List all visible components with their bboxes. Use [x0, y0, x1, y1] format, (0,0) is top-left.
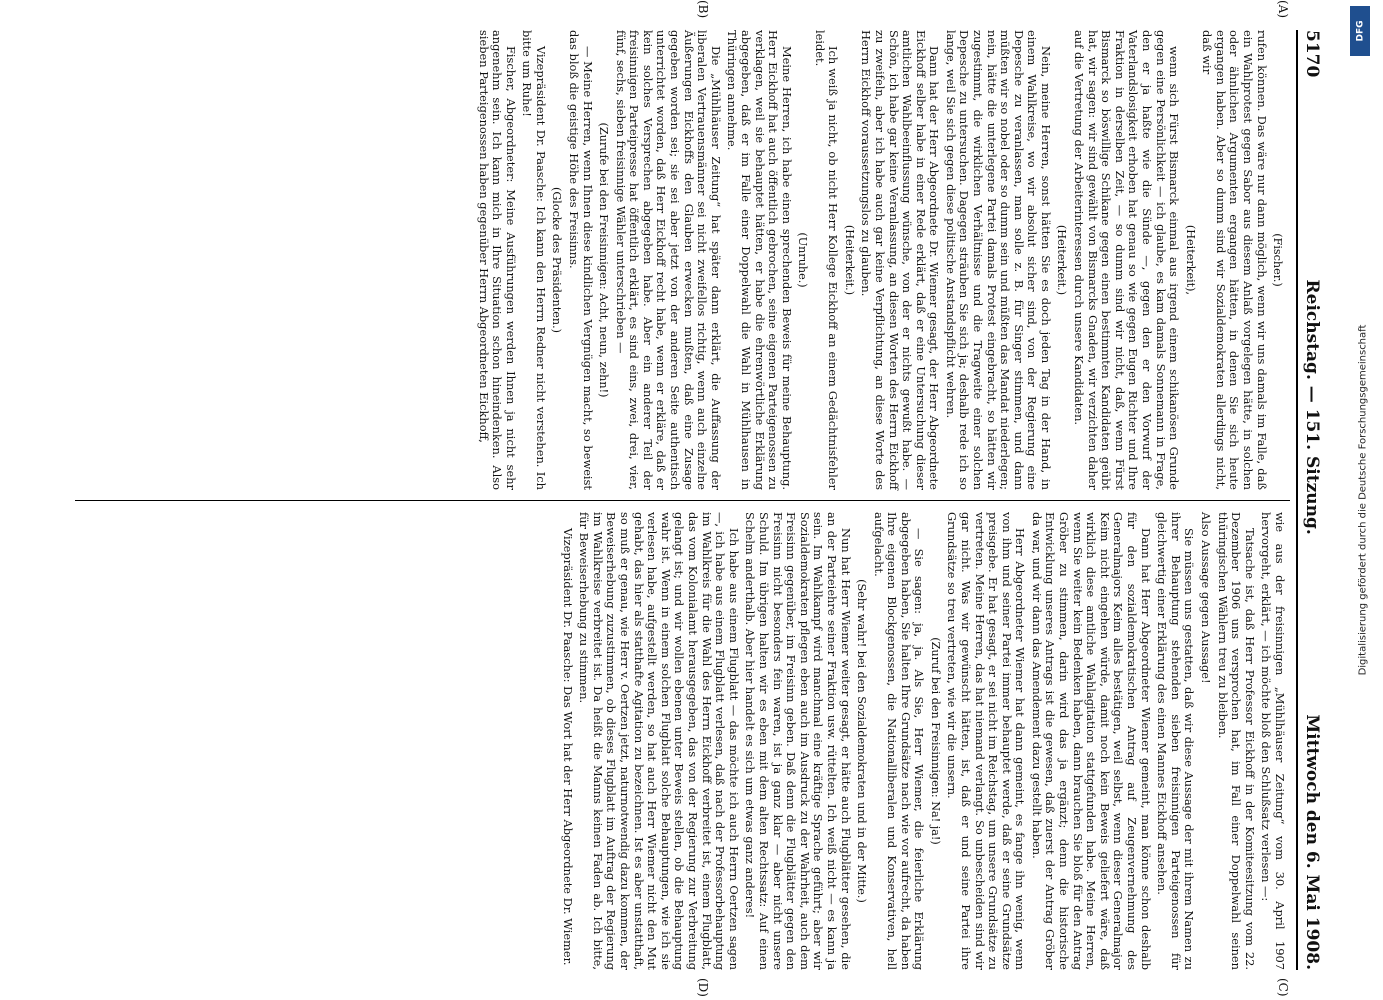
right-column-paragraph: (Sehr wahr! bei den Sozialdemokraten und in der Mitte.) [854, 579, 868, 903]
left-column-paragraph: Ich weiß ja nicht, ob nicht Herr Kollege Eickhoff an einem Gedächtnisfehler leidet. [812, 30, 841, 490]
right-column [76, 512, 1286, 970]
right-column-paragraph: Herr Abgeordneter Wiemer hat dann gemeint, es fange ihn wenig, wenn von ihm und seiner Partei immer behauptet werde, daß er seine Grundsätze preisgebe. Er hat gesagt, er sei nicht im Reichstag, um unsere Grundsätze zu vertreten. Meine Herren, das hat niemand verlangt. So unbescheiden sind wir gar nicht. Was wir gewünscht hätten, ist, daß er und seine Partei ihre Grundsätze so treu vertreten, wie wir die unsern. [945, 512, 1028, 970]
margin-marker-c: (C) [1276, 978, 1290, 997]
left-column-paragraph: rufen können. Das wäre nur dann möglich, wenn wir uns damals im Falle, daß ein Wahlprotest gegen Sabor aus diesem Anlaß vorgelegen hätte, in solchen oder ähnlichen Argumenten ergangen hätten, in denen Sie sich heute ergangen haben. Aber so dumm sind wir Sozialdemokraten allerdings nicht, daß wir [1200, 30, 1269, 490]
left-column-paragraph: Dann hat der Herr Abgeordnete Dr. Wiemer gesagt, der Herr Abgeordnete Eickhoff selber habe in einer Rede erklärt, daß er eine Untersuchung dieser amtlichen Wahlbeeinflussung wünsche, von der er nichts gewußt habe. — Schön, ich habe gar keine Veranlassung, an diesen Worten des Herrn Eickhoff zu zweifeln, aber ich habe auch gar keine Verpflichtung, an diese Worte des Herrn Eickhoff voraussetzungslos zu glauben. [859, 30, 942, 490]
margin-marker-b: (B) [696, 0, 710, 19]
page-number: 5170 [1302, 30, 1322, 78]
session-title: Reichstag. — 151. Sitzung. [1302, 279, 1322, 535]
left-column-paragraph: (Heiterkeit.) [1055, 224, 1069, 296]
column-divider [75, 500, 1290, 501]
right-column-paragraph: (Zuruf bei den Freisinnigen: Na! ja!) [928, 637, 942, 845]
left-column-paragraph: (Unruhe.) [796, 232, 810, 288]
left-column-paragraph: Nein, meine Herren, sonst hätten Sie es doch jeden Tag in der Hand, in einem Wahlkreise, wo wir absolut sicher sind, von der Regierung eine Depesche zu veranlassen, man solle z. B. für Singer stimmen, und dann müßten wir so nobel oder so dumm sein und müßten das Mandat niederlegen; nein, hätte die unterlegene Partei damals Protest eingebracht, so hätten wir zugestimmt, die wirklichen Verhältnisse und die Tragweite einer solchen Depesche zu untersuchen. Dagegen sträuben Sie sich ja; deshalb rede ich so lange, weil Sie sich gegen diese politische Anstandspflicht wehren. [943, 30, 1054, 490]
rotated-page [70, 0, 1330, 997]
right-column-paragraph: — Sie sagen: ja, ja. Als Sie, Herr Wiemer, die feierliche Erklärung abgegeben haben, Sie halten Ihre Grundsätze nach wie vor aufrecht, da haben Ihre eigenen Blockgenossen, die Nationalliberalen und Konservativen, hell aufgelacht. [871, 512, 927, 970]
left-column-paragraph: wenn sich Fürst Bismarck einmal aus irgend einem schikanösen Grunde gegen eine Persönlichkeit — ich glaube, es kam damals Sonnemann in Frage, den er ja haßte wie die Sünde —, gegen den er den Vorwurf der Vaterlandslosigkeit erhoben hat genau so wie gegen Eugen Richter und Ihre Fraktion in derselben Zeit, — so dumm sind wir nicht, daß, wenn Fürst Bismarck so böswillige Schikane gegen einen bestimmten Kandidaten geübt hat, wir sagen: wir sind gewählt von Bismarcks Gnaden, wir verzichten daher auf die Vertretung der Arbeiterinteressen durch unsere Kandidaten. [1072, 30, 1182, 490]
session-date: Mittwoch den 6. Mai 1908. [1302, 714, 1322, 970]
right-column-paragraph: Dann hat Herr Abgeordneter Wiemer gemeint, man könne schon deshalb für den sozialdemokratischen Antrag auf Zeugenvernehmung des Generalmajors Keim alles bestätigen, weil selbst, wenn dieser Generalmajor Keim nicht eingehen würde, damit noch kein Beweis geliefert wäre, daß wirklich diese amtliche Wahlagitation stattgefunden habe. Meine Herren, wenn Sie weiter kein Bedenken haben, dann brauchen Sie bloß für den Antrag Gröber zu stimmen, darin wird das ja ergänzt; denn die historische Entwicklung unseres Antrags ist die gewesen, daß zuerst der Antrag Gröber da war, und wir dann das Amendement dazu gestellt haben. [1029, 512, 1153, 970]
right-column-paragraph: Sie müssen uns gestatten, daß wir diese Aussage der mit ihrem Namen zu ihrer Behauptung stehenden sieben freisinnigen Parteigenossen für gleichwertig einer Erklärung des einen Mannes Eickhoff ansehen. [1155, 512, 1197, 970]
margin-marker-a: (A) [1276, 0, 1290, 19]
dfg-badge: DFG [1350, 6, 1370, 56]
page-header [1296, 30, 1330, 970]
right-column-paragraph: Vizepräsident Dr. Paasche: Das Wort hat der Herr Abgeordnete Dr. Wiemer. [560, 528, 575, 966]
left-column-paragraph: (Fischer.) [1271, 233, 1284, 287]
left-column-paragraph: Meine Herren, ich habe einen sprechenden Beweis für meine Behauptung. Herr Eickhoff hat auch öffentlich gebrochen, seine eigenen Parteigenossen zu verklagen, weil sie behauptet hätten, er habe die ehrenwörtliche Erklärung abgegeben, daß er im Falle einer Doppelwahl die Wahl in Mühlhausen in Thüringen annehme. [725, 30, 794, 490]
left-column-paragraph: (Glocke des Präsidenten.) [550, 186, 564, 333]
left-column-paragraph: Die „Mühlhäuser Zeitung“ hat später dann erklärt, die Auffassung der liberalen Vertrauensmänner sei nicht zweifellos richtig, wenn auch einzelne Äußerungen Eickhoffs den Glauben erwecken mußten, daß eine Zusage gegeben worden sei; sie sei aber jetzt von der anderen Seite authentisch unterrichtet worden, daß Herr Eickhoff recht habe, wenn er erkläre, daß er kein solches Versprechen abgegeben habe. Aber ein anderer Teil der freisinnigen Parteipresse hat öffentlich erklärt, es sind eins, zwei, drei, vier, fünf, sechs, sieben freisinnige Wähler unterschrieben — [613, 30, 723, 490]
left-column-paragraph: (Heiterkeit.) [842, 224, 856, 296]
right-column-paragraph: Tatsache ist, daß Herr Professor Eickhoff in der Komiteesitzung vom 22. Dezember 1906 uns versprochen hat, im Fall einer Doppelwahl seinen thüringischen Wählern treu zu bleiben. [1215, 512, 1257, 970]
left-column-paragraph: Vizepräsident Dr. Paasche: Ich kann den Herrn Redner nicht verstehen. Ich bitte um Ruhe! [520, 30, 549, 490]
left-column-paragraph: — Meine Herren, wenn Ihnen diese kindlichen Vergnügen macht, so beweist das bloß die geistige Höhe des Freisinns. [567, 30, 595, 490]
right-column-paragraph: Ich habe aus einem Flugblatt — das möchte ich auch Herrn Oertzen sagen —, ich habe aus einem Flugblatt verlesen, daß nach der Professorbehauptung im Wahlkreis für die Wahl des Herrn Eickhoff verbreitet ist, einem Flugblatt, das vom Kolonialamt herausgegeben, das von der Regierung zur Verbreitung gelangt ist; und wir wollen ebenen unter Beweis stellen, ob die Behauptung wahr ist. Wenn in einem solchen Flugblatt solche Behauptungen, wie ich sie verlesen habe, aufgestellt werden, so hat auch Herr Wiemer nicht den Mut gehabt, das hier als statthafte Agitation zu bezeichnen. Ist es aber unstatthaft, so muß er genau, wie Herr v. Oertzen jetzt, naturnotwendig dazu kommen, der Beweiserhebung zuzustimmen, ob dieses Flugblatt im Auftrag der Regierung im Wahlkreise verbreitet ist. Da heißt die Manns keinen Faden ab. Ich bitte, für Beweiserhebung zu stimmen. [577, 512, 741, 970]
right-column-paragraph: wie aus der freisinnigen „Mühlhäuser Zeitung“ vom 30. April 1907 hervorgeht, erklärt, — ich möchte bloß den Schlußsatz verlesen —: [1259, 512, 1287, 970]
left-column-paragraph: (Heiterkeit), [1183, 224, 1197, 296]
left-column-paragraph: (Zurufe bei den Freisinnigen: Acht, neun, zehn!) [597, 122, 611, 398]
left-column-paragraph: Fischer, Abgeordneter: Meine Ausführungen werden Ihnen ja nicht sehr angenehm sein. Ich kann mich in Ihre Situation schon hineindenken. Also sieben Parteigenossen haben gegenüber Herrn Abgeordneten Eickhoff, [476, 30, 518, 490]
margin-marker-d: (D) [696, 978, 710, 997]
right-column-paragraph: Also Aussage gegen Aussage! [1199, 512, 1214, 684]
left-column [76, 30, 1286, 490]
right-column-paragraph: Nun hat Herr Wiemer weiter gesagt, er hätte auch Flugblätter gesehen, die an der Parteiehre seiner Fraktion usw. rüttelten. Ich weiß nicht — es kann ja sein. Im Wahlkampf wird manchmal eine kräftige Sprache geführt; aber wir Sozialdemokraten pflegen eben auch im Ausdruck zu der Wahrheit, auch dem Freisinn gegenüber, im Freisinn geben. Daß denn die Flugblätter gegen den Freisinn nicht besonders fein waren, ist ja ganz klar — aber nicht unsere Schuld. Im übrigen halten wir es eben mit dem alten Rechtssatz: Auf einen Schelm anderthalb. Aber hier handelt es sich um etwas ganz anderes! [743, 512, 853, 970]
